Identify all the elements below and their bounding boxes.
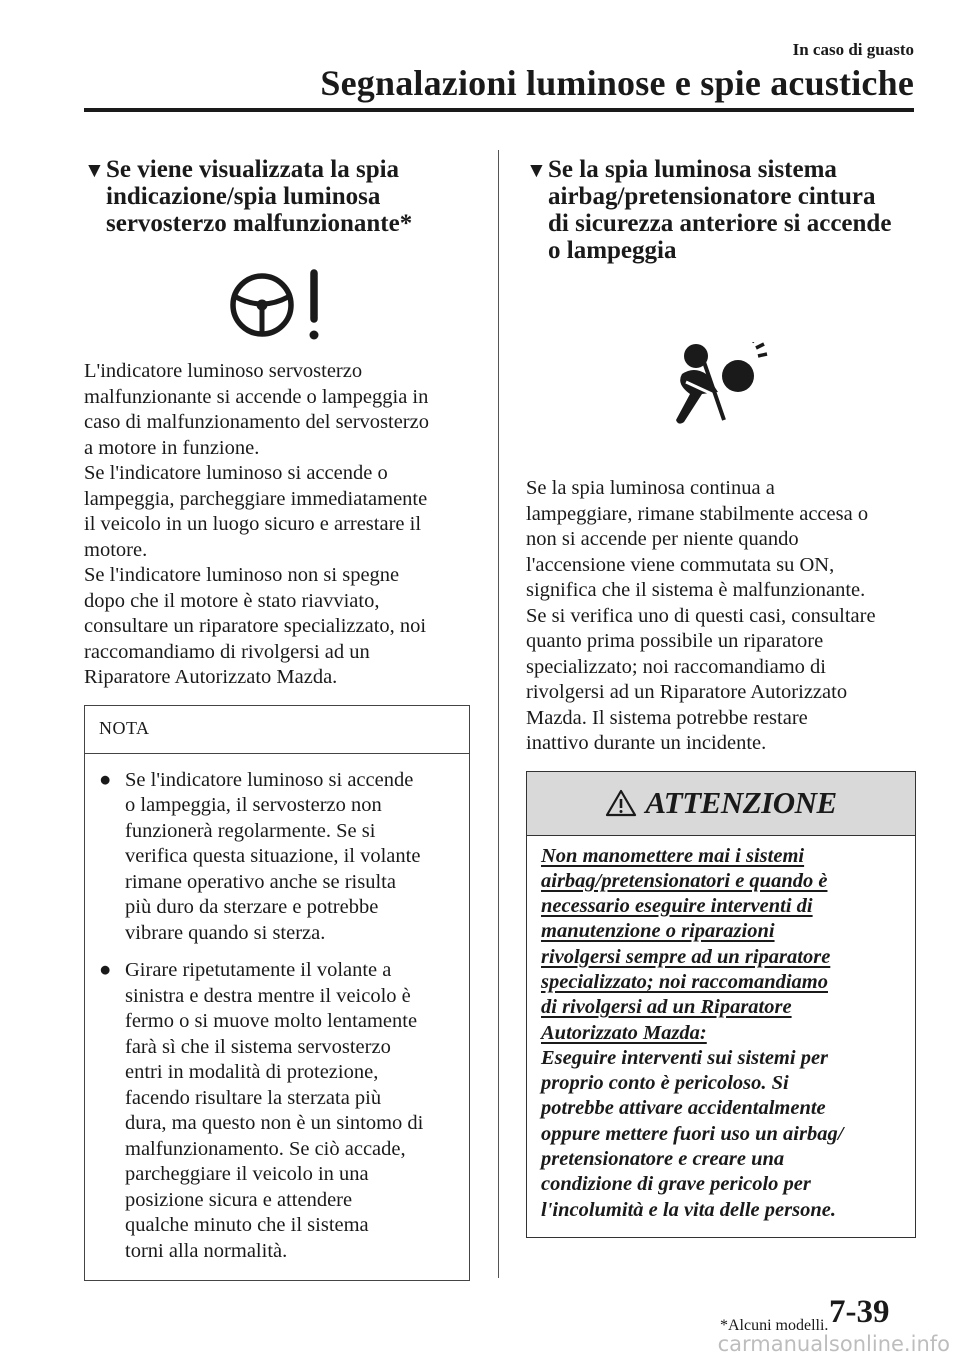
watermark: carmanualsonline.info: [717, 1332, 950, 1356]
right-section-heading: [526, 156, 916, 264]
right-heading-text: Se la spia luminosa sistema airbag/pretensionatore cintura di sicurezza anteriore si accende o lampeggia: [548, 156, 892, 264]
note-item-text: Girare ripetutamente il volante a sinistra e destra mentre il veicolo è fermo o si muove molto lentamente farà sì che il sistema servosterzo entri in modalità di protezione, facendo risultare la sterzata più dura, ma questo non è un sintomo di malfunzionamento. Se ciò accade, parcheggiare il veicolo in una posizione sicura e attendere qualche minuto che il sistema torni alla normalità.: [125, 959, 424, 1262]
airbag-warning-icon: [672, 342, 768, 432]
warning-triangle-icon: [605, 789, 637, 817]
left-body-text: L'indicatore luminoso servosterzo malfunzionante si accende o lampeggia in caso di malfunzionamento del servosterzo a motore in funzione. Se l'indicatore luminoso si accende o lampeggia, parcheggiare immediatamente il veicolo in un luogo sicuro e arrestare il motore. Se l'indicatore luminoso non si spegne dopo che il motore è stato riavviato, consultare un riparatore specializzato, noi raccomandiamo di rivolgersi ad un Riparatore Autorizzato Mazda.: [84, 360, 429, 688]
left-heading-text: Se viene visualizzata la spia indicazione/spia luminosa servosterzo malfunzionante*: [106, 156, 413, 237]
triangle-bullet-icon: ▼: [526, 158, 547, 182]
warning-body: [527, 836, 915, 1237]
note-item-text: Se l'indicatore luminoso si accende o lampeggia, il servosterzo non funzionerà regolarmente. Se si verifica questa situazione, il volante rimane operativo anche se risulta più duro da sterzare e potrebbe vibrare quando si sterza.: [125, 768, 421, 944]
header-rule: [84, 108, 914, 112]
column-divider: [498, 150, 499, 1278]
note-label: NOTA: [85, 706, 469, 754]
left-section-heading: [84, 156, 470, 237]
note-box: [84, 705, 470, 1282]
header-section-name: In caso di guasto: [792, 40, 914, 59]
warning-header: [527, 772, 915, 836]
warning-text: Eseguire interventi sui sistemi per proprio conto è pericoloso. Si potrebbe attivare accidentalmente oppure mettere fuori uso un airbag/ pretensionatore e creare una condizione di grave pericolo per l'incolumità e la vita delle persone.: [541, 1046, 844, 1221]
warning-label: ATTENZIONE: [645, 785, 837, 820]
list-item: [99, 768, 459, 947]
right-body-text: Se la spia luminosa continua a lampeggiare, rimane stabilmente accesa o non si accende per niente quando l'accensione viene commutata su ON, significa che il sistema è malfunzionante. Se si verifica uno di questi casi, consultare quanto prima possibile un riparatore specializzato; noi raccomandiamo di rivolgersi ad un Riparatore Autorizzato Mazda. Il sistema potrebbe restare inattivo durante un incidente.: [526, 477, 876, 754]
triangle-bullet-icon: ▼: [84, 158, 105, 182]
right-column: [526, 156, 916, 1238]
footnote: *Alcuni modelli.: [720, 1317, 829, 1334]
bullet-icon: ●: [99, 959, 112, 981]
power-steering-warning-icon: [230, 267, 328, 343]
warning-underlined-text: Non manomettere mai i sistemi airbag/pretensionatori e quando è necessario eseguire interventi di manutenzione o riparazioni rivolgersi sempre ad un riparatore specializzato; noi raccomandiamo di rivolgersi ad un Riparatore Autorizzato Mazda:: [541, 844, 831, 1044]
page-title: Segnalazioni luminose e spie acustiche: [320, 63, 914, 103]
left-column: [84, 156, 470, 1281]
bullet-icon: ●: [99, 768, 112, 791]
note-list: [85, 754, 469, 1281]
warning-box: [526, 771, 916, 1238]
page-number: 7-39: [829, 1294, 890, 1330]
list-item: [99, 958, 459, 1264]
